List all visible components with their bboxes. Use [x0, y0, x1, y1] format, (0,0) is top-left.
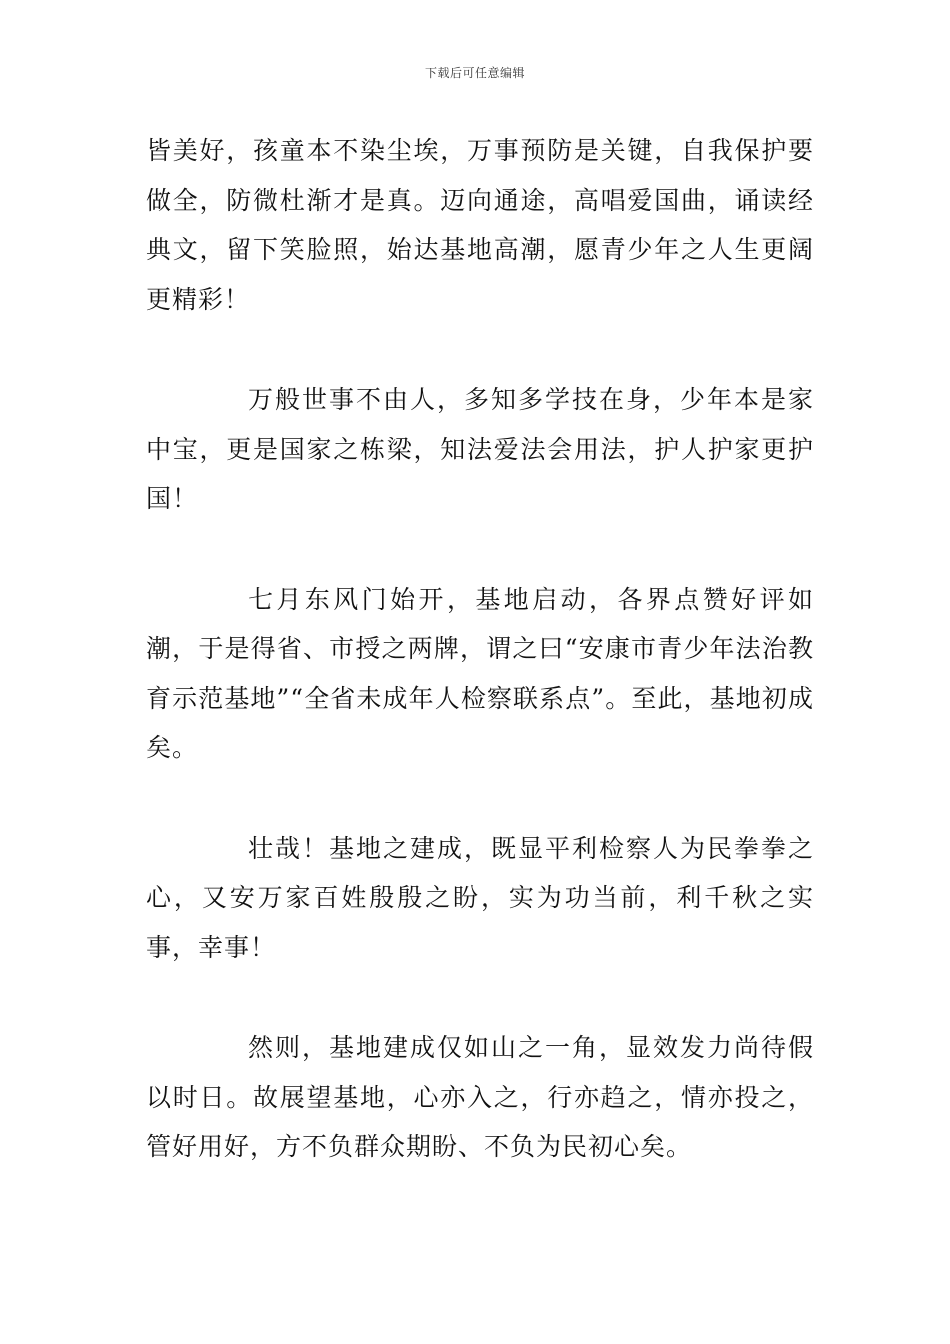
paragraph-2: 万般世事不由人，多知多学技在身，少年本是家中宝，更是国家之栋梁，知法爱法会用法，护人护家更护国！ [146, 385, 814, 513]
document-body [146, 126, 814, 1223]
paragraph-4: 壮哉！基地之建成，既显平利检察人为民拳拳之心，又安万家百姓殷殷之盼，实为功当前，利千秋之实事，幸事！ [146, 833, 814, 962]
page-header: 下载后可任意编辑 [424, 66, 525, 80]
paragraph-1: 皆美好，孩童本不染尘埃，万事预防是关键，自我保护要做全，防微杜渐才是真。迈向通途，高唱爱国曲，诵读经典文，留下笑脸照，始达基地高潮，愿青少年之人生更阔更精彩！ [146, 136, 814, 314]
paragraph-5: 然则，基地建成仅如山之一角，显效发力尚待假以时日。故展望基地，心亦入之，行亦趋之，情亦投之，管好用好，方不负群众期盼、不负为民初心矣。 [146, 1033, 814, 1161]
paragraph-3: 七月东风门始开，基地启动，各界点赞好评如潮，于是得省、市授之两牌，谓之曰“安康市青少年法治教育示范基地”“全省未成年人检察联系点”。至此，基地初成矣。 [146, 584, 814, 762]
